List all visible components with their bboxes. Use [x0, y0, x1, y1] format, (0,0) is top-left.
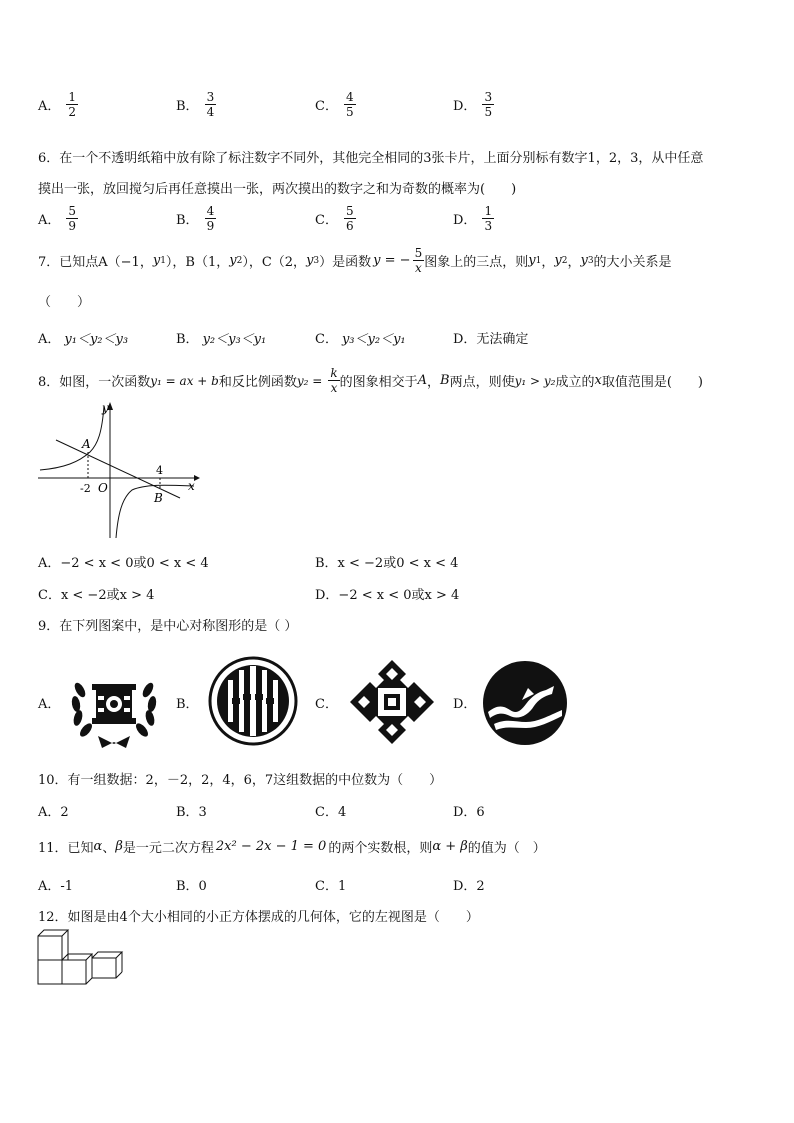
q5-option-b[interactable]: B． $\frac{3}{4}$ — [176, 90, 215, 119]
q9-label-a[interactable]: A． — [38, 697, 61, 712]
q7-option-d[interactable]: D．无法确定 — [453, 332, 529, 347]
q6-option-b[interactable]: B． $\frac{4}{9}$ — [176, 204, 215, 233]
q10-option-a[interactable]: A．2 — [38, 805, 69, 820]
q6-stem-line2: 摸出一张，放回搅匀后再任意摸出一张，两次摸出的数字之和为奇数的概率为( ) — [38, 182, 517, 197]
q7-paren: （ ） — [38, 295, 91, 310]
q6-option-a[interactable]: A． $\frac{5}{9}$ — [38, 204, 77, 233]
q10-stem: 10．有一组数据：2，－2，2，4，6，7这组数据的中位数为（ ） — [38, 773, 443, 788]
q5-option-a[interactable]: A． $\frac{1}{2}$ — [38, 90, 77, 119]
x-axis-arrow — [194, 475, 200, 481]
q8-option-b[interactable]: B．x < −2或0 < x < 4 — [315, 556, 459, 571]
q10-option-b[interactable]: B．3 — [176, 805, 207, 820]
q7-stem: 7．已知点A（−1， y 1 ），B（1， y 2 ），C（2， y 3 ）是函数 y = − $\frac{5}{x}$ 图象上的三点，则 y 1 ， y 2 ， y 3 的大小关系是 — [38, 246, 672, 275]
q8-stem: 8．如图，一次函数 y₁ = ax + b 和反比例函数 y₂ = $\frac{k}{x}$ 的图象相交于 A ， B 两点，则使 y₁ > y₂ 成立的 x 取值范围是( ) — [38, 366, 703, 395]
q6-option-c[interactable]: C． $\frac{5}{6}$ — [315, 204, 354, 233]
q11-stem: 11．已知 α 、 β 是一元二次方程 2x² − 2x − 1 = 0 的两个实数根，则 α + β 的值为（ ） — [38, 839, 546, 856]
q7-option-a[interactable]: A． y₁＜y₂＜y₃ — [38, 332, 129, 347]
q11-option-c[interactable]: C．1 — [315, 879, 347, 894]
y-axis-label: y — [102, 401, 109, 415]
q9-figure-d-wave-logo-icon[interactable] — [482, 660, 568, 746]
q9-stem: 9．在下列图案中，是中心对称图形的是（ ） — [38, 619, 298, 634]
q6-option-d[interactable]: D． $\frac{1}{3}$ — [453, 204, 493, 233]
q9-figure-a-emblem-icon[interactable] — [68, 660, 160, 750]
hyperbola-upper-left — [40, 406, 104, 470]
x-axis-label: x — [188, 479, 195, 493]
tick-neg-label: -2 — [80, 482, 91, 495]
q9-label-d[interactable]: D． — [453, 697, 477, 712]
q7-option-c[interactable]: C． y₃＜y₂＜y₁ — [315, 332, 406, 347]
q12-cubes-figure — [36, 928, 128, 988]
q11-option-b[interactable]: B．0 — [176, 879, 207, 894]
origin-label: O — [98, 481, 108, 495]
q9-label-c[interactable]: C． — [315, 697, 338, 712]
q5-option-c[interactable]: C． $\frac{4}{5}$ — [315, 90, 354, 119]
q7-function: y = − — [373, 253, 411, 268]
q9-figure-b-circle-logo-icon[interactable] — [208, 656, 298, 746]
point-A-label: A — [82, 437, 91, 451]
q7-option-b[interactable]: B． y₂＜y₃＜y₁ — [176, 332, 267, 347]
tick-pos-label: 4 — [156, 464, 163, 477]
q11-equation: 2x² − 2x − 1 = 0 — [215, 839, 327, 854]
point-B-label: B — [154, 491, 163, 505]
q11-option-a[interactable]: A．-1 — [38, 879, 74, 894]
q8-linear-eq: y₁ = ax + b — [150, 373, 219, 388]
q8-graph — [34, 398, 204, 540]
q5-option-d[interactable]: D． $\frac{3}{5}$ — [453, 90, 493, 119]
q12-stem: 12．如图是由4个大小相同的小正方体摆成的几何体，它的左视图是（ ） — [38, 910, 479, 925]
q6-stem-line1: 6．在一个不透明纸箱中放有除了标注数字不同外，其他完全相同的3张卡片，上面分别标有数字1，2，3，从中任意 — [38, 151, 704, 166]
q10-option-c[interactable]: C．4 — [315, 805, 347, 820]
q9-label-b[interactable]: B． — [176, 697, 199, 712]
q11-option-d[interactable]: D．2 — [453, 879, 485, 894]
q9-figure-c-cross-pattern-icon[interactable] — [348, 658, 436, 746]
q8-option-c[interactable]: C．x < −2或x > 4 — [38, 588, 155, 603]
q10-option-d[interactable]: D．6 — [453, 805, 485, 820]
q8-option-a[interactable]: A．−2 < x < 0或0 < x < 4 — [38, 556, 209, 571]
q8-option-d[interactable]: D．−2 < x < 0或x > 4 — [315, 588, 460, 603]
